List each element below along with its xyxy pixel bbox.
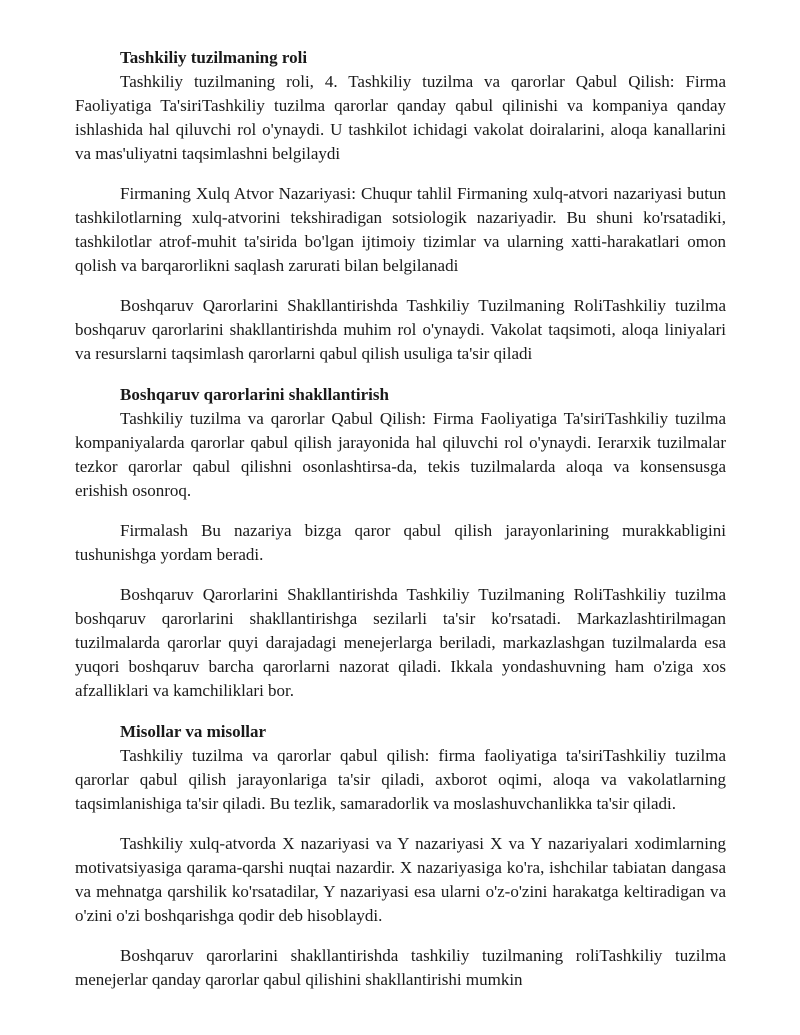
section-heading: Misollar va misollar (120, 722, 267, 741)
paragraph: Boshqaruv Qarorlarini Shakllantirishda Tashkiliy Tuzilmaning RoliTashkiliy tuzilma boshqaruv qarorlarini shakllantirishga sezilarli ta'sir ko'rsatadi. Markazlashtirilmagan tuzilmalarda qarorlar quyi darajadagi menejerlarga beriladi, markazlashgan tuzilmalarda esa yuqori boshqaruv barcha qarorlarni nazorat qiladi. Ikkala yondashuvning ham o'ziga xos afzalliklari va kamchiliklari bor. (75, 585, 726, 700)
paragraph: Firmaning Xulq Atvor Nazariyasi: Chuqur tahlil Firmaning xulq-atvori nazariyasi butun tashkilotlarning xulq-atvorini tekshiradigan sotsiologik nazariyadir. Bu shuni ko'rsatadiki, tashkilotlar atrof-muhit ta'sirida bo'lgan ijtimoiy tizimlar va ularning xatti-harakatlari omon qolish va barqarorlikni saqlash zarurati bilan belgilanadi (75, 184, 726, 275)
paragraph: Tashkiliy tuzilma va qarorlar Qabul Qilish: Firma Faoliyatiga Ta'siriTashkiliy tuzilma kompaniyalarda qarorlar qabul qilish jarayonida hal qiluvchi rol o'ynaydi. Ierarxik tuzilmalar tezkor qarorlar qabul qilishni osonlashtirsa-da, tekis tuzilmalarda aloqa va konsensusga erishish osonroq. (75, 409, 726, 500)
paragraph: Firmalash Bu nazariya bizga qaror qabul qilish jarayonlarining murakkabligini tushunishga yordam beradi. (75, 521, 726, 564)
section-2 (75, 383, 726, 703)
paragraph: Boshqaruv qarorlarini shakllantirishda tashkiliy tuzilmaning roliTashkiliy tuzilma menejerlar qanday qarorlar qabul qilishini shakllantirishi mumkin (75, 946, 726, 989)
paragraph: Tashkiliy tuzilmaning roli, 4. Tashkiliy tuzilma va qarorlar Qabul Qilish: Firma Faoliyatiga Ta'siriTashkiliy tuzilma qarorlar qanday qabul qilinishi va kompaniya qanday ishlashida hal qiluvchi rol o'ynaydi. U tashkilot ichidagi vakolat doiralarini, aloqa kanallarini va mas'uliyatni taqsimlashni belgilaydi (75, 72, 726, 163)
paragraph: Tashkiliy tuzilma va qarorlar qabul qilish: firma faoliyatiga ta'siriTashkiliy tuzilma qarorlar qabul qilish jarayonlariga ta'sir qiladi, axborot oqimi, aloqa va vakolatlarning taqsimlanishiga ta'sir qiladi. Bu tezlik, samaradorlik va moslashuvchanlikka ta'sir qiladi. (75, 746, 726, 813)
paragraph: Boshqaruv Qarorlarini Shakllantirishda Tashkiliy Tuzilmaning RoliTashkiliy tuzilma boshqaruv qarorlarini shakllantirishda muhim rol o'ynaydi. Vakolat taqsimoti, aloqa liniyalari va resurslarni taqsimlash qarorlarni qabul qilish usuliga ta'sir qiladi (75, 296, 726, 363)
document-page (75, 46, 726, 992)
section-3 (75, 720, 726, 992)
section-1 (75, 46, 726, 366)
section-heading: Tashkiliy tuzilmaning roli (120, 48, 308, 67)
paragraph: Tashkiliy xulq-atvorda X nazariyasi va Y nazariyasi X va Y nazariyalari xodimlarning motivatsiyasiga qarama-qarshi nuqtai nazardir. X nazariyasiga ko'ra, ishchilar tabiatan dangasa va mehnatga qarshilik ko'rsatadilar, Y nazariyasi esa ularni o'z-o'zini harakatga keltiradigan va o'zini o'zi boshqarishga qodir deb hisoblaydi. (75, 834, 726, 925)
section-heading: Boshqaruv qarorlarini shakllantirish (120, 385, 389, 404)
